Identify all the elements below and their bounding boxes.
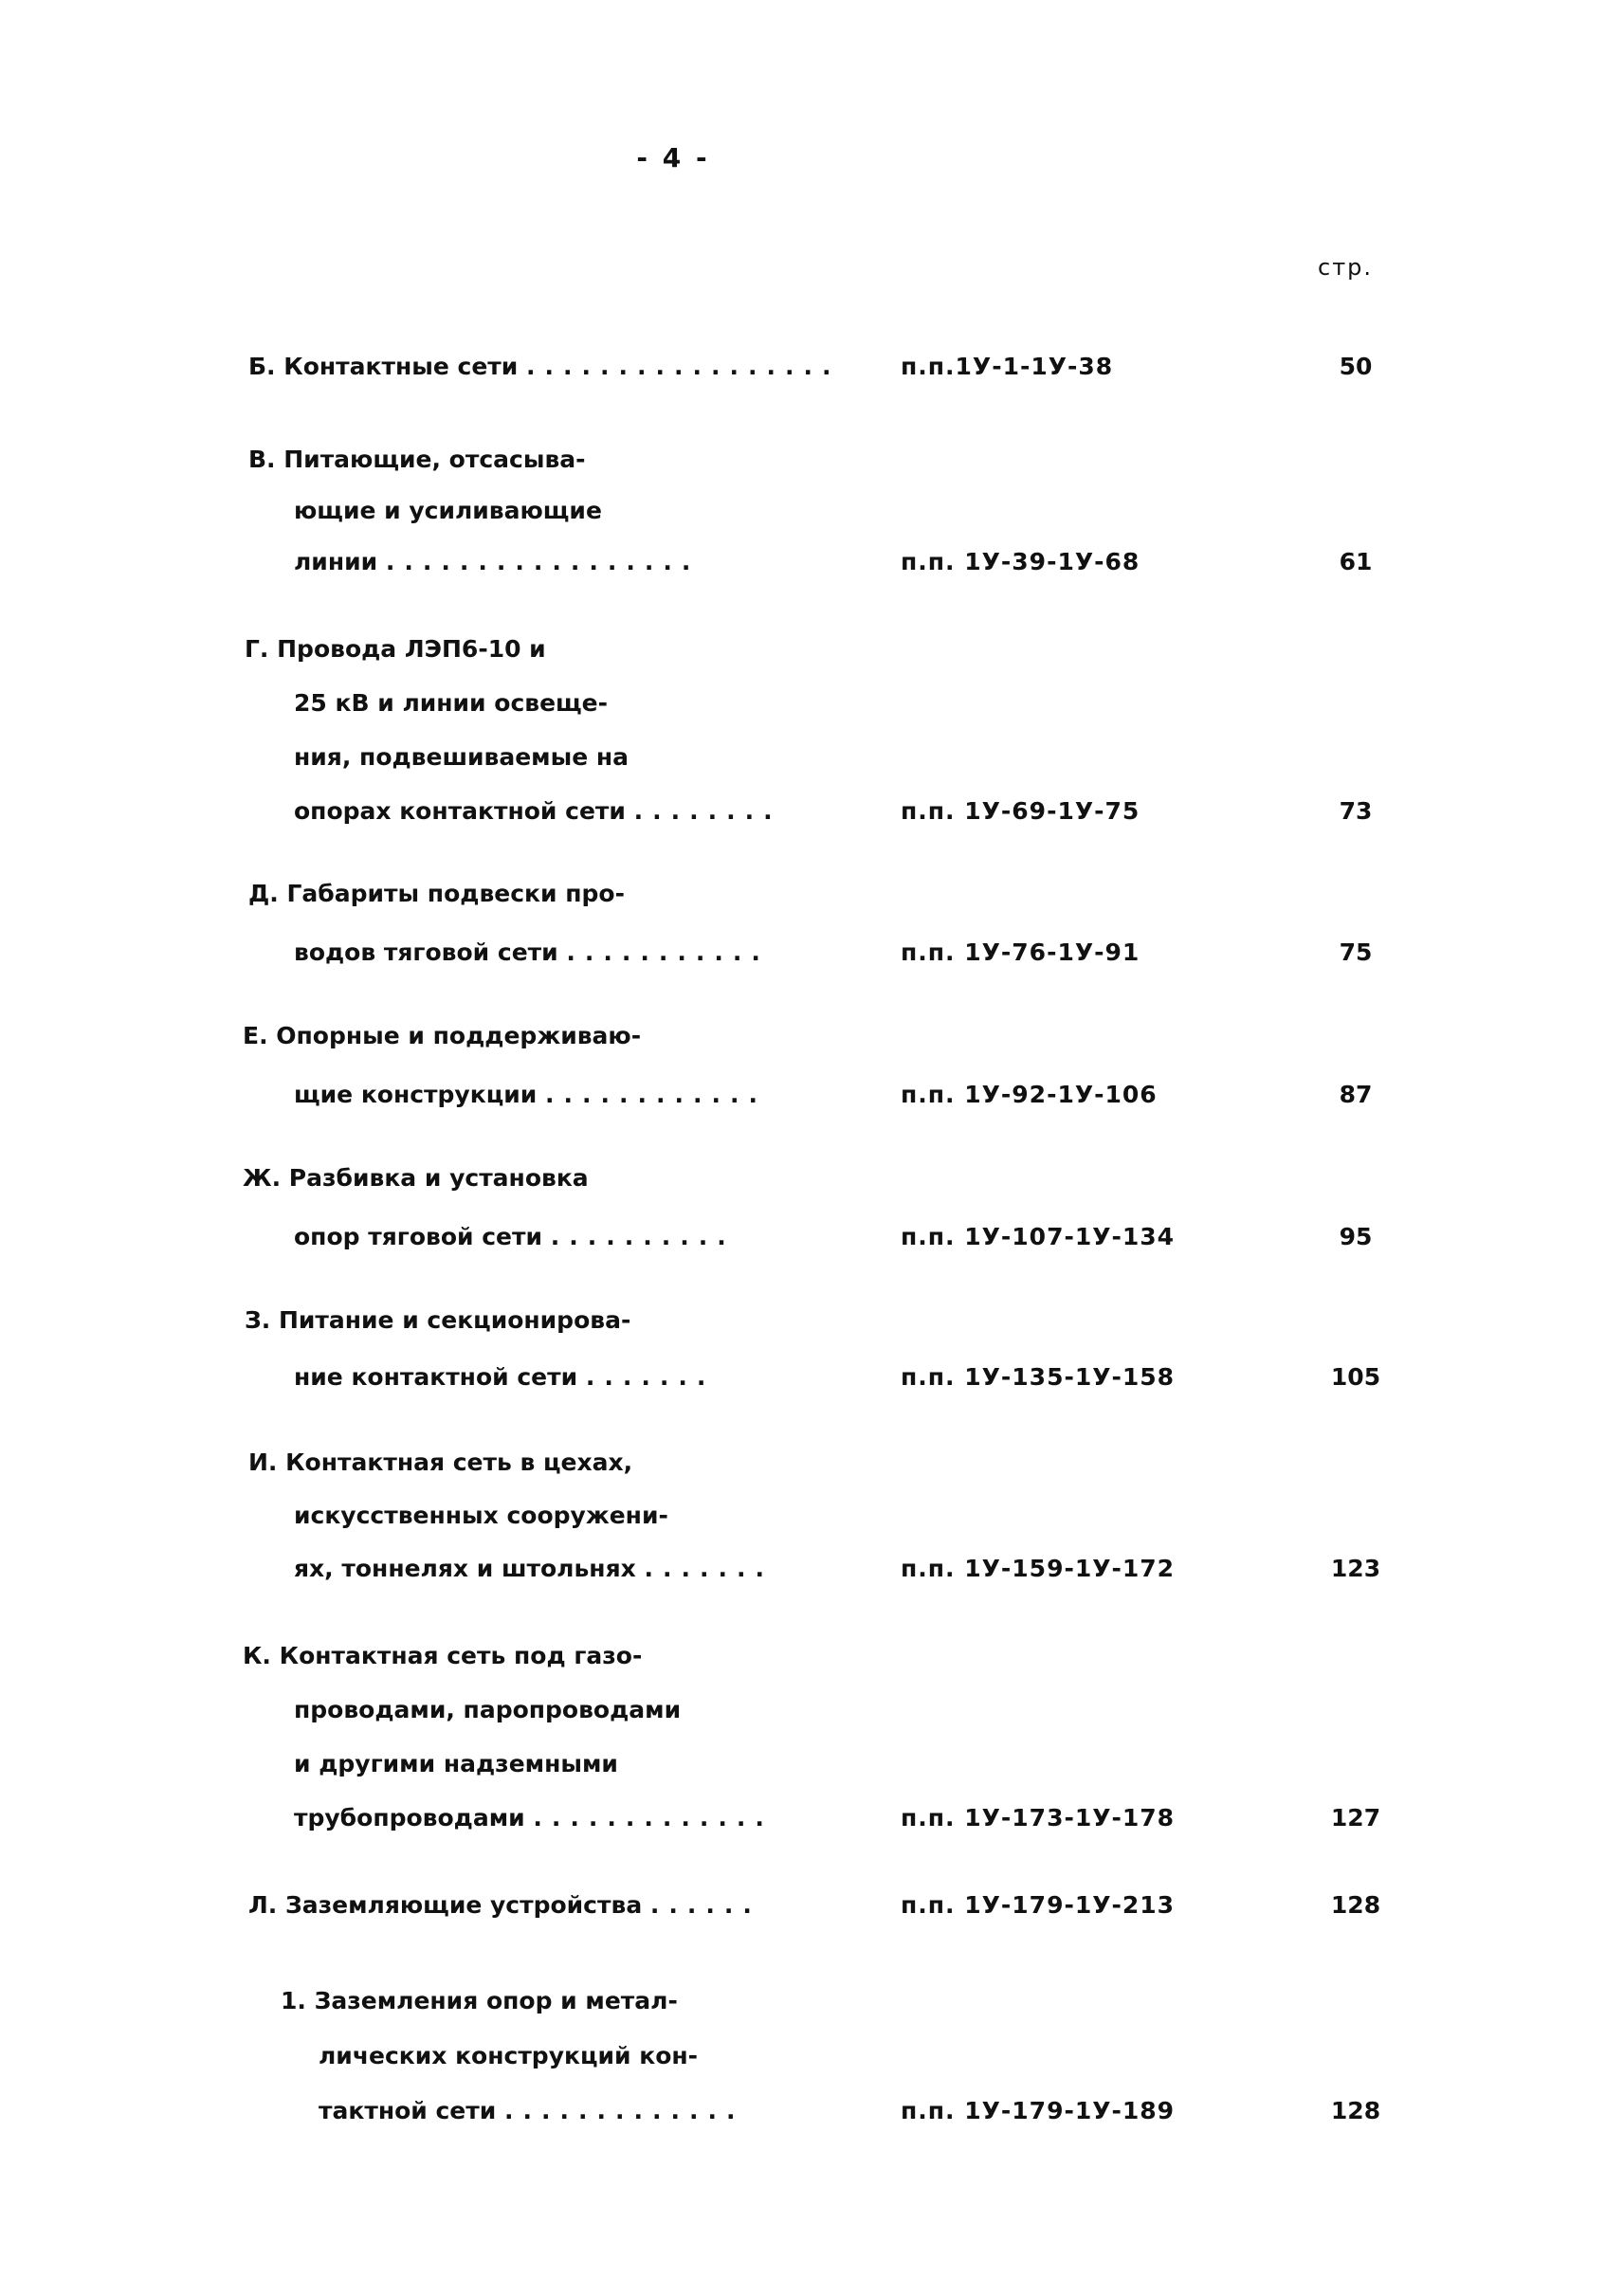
toc-entry-page: 95 <box>1339 1223 1373 1250</box>
leader-dots: ................. <box>385 548 701 575</box>
toc-entry-ref: п.п. 1У-39-1У-68 <box>901 548 1140 575</box>
toc-entry-title: 1. Заземления опор и метал- <box>281 1987 678 2014</box>
toc-entry-title-cont: 25 кВ и линии освеще- <box>294 689 609 717</box>
toc-entry-page: 61 <box>1339 548 1373 575</box>
toc-entry-title-cont: опор тяговой сети <box>294 1223 542 1250</box>
toc-entry-ref: п.п. 1У-92-1У-106 <box>901 1081 1158 1108</box>
toc-entry-title-cont: щие конструкции <box>294 1081 538 1108</box>
toc-entry-title-cont: и другими надземными <box>294 1750 618 1777</box>
toc-entry-title: З. Питание и секционирова- <box>245 1306 631 1334</box>
toc-entry-title: Д. Габариты подвески про- <box>248 880 625 907</box>
leader-dots: ...... <box>649 1891 761 1919</box>
toc-entry-title-cont: линии <box>294 548 378 575</box>
toc-entry-title: Е. Опорные и поддерживаю- <box>243 1022 642 1049</box>
leader-dots: ................. <box>526 353 841 380</box>
toc-entry-page: 50 <box>1339 353 1373 380</box>
toc-entry-title: Л. Заземляющие устройства <box>248 1891 643 1919</box>
toc-entry-ref: п.п. 1У-173-1У-178 <box>901 1804 1176 1831</box>
toc-entry-title: Б. Контактные сети <box>248 353 519 380</box>
toc-entry-ref: п.п. 1У-135-1У-158 <box>901 1363 1176 1391</box>
toc-entry-page: 87 <box>1339 1081 1373 1108</box>
toc-entry-title: Г. Провода ЛЭП6-10 и <box>245 635 546 663</box>
toc-entry-page: 123 <box>1330 1555 1381 1582</box>
toc-entry-title: В. Питающие, отсасыва- <box>248 446 586 473</box>
toc-entry-title: Ж. Разбивка и установка <box>243 1164 589 1192</box>
leader-dots: ....... <box>644 1555 774 1582</box>
leader-dots: ........ <box>633 797 782 825</box>
page-number: - 4 - <box>636 142 710 173</box>
toc-entry-ref: п.п.1У-1-1У-38 <box>901 353 1114 380</box>
toc-entry-title-cont: ние контактной сети <box>294 1363 578 1391</box>
toc-entry-ref: п.п. 1У-179-1У-189 <box>901 2097 1176 2124</box>
toc-entry-title-cont: трубопроводами <box>294 1804 525 1831</box>
toc-entry-title-cont: ях, тоннелях и штольнях <box>294 1555 636 1582</box>
leader-dots: ............ <box>544 1081 767 1108</box>
toc-entry-page: 105 <box>1330 1363 1381 1391</box>
toc-entry-title-cont: опорах контактной сети <box>294 797 626 825</box>
toc-entry-title: И. Контактная сеть в цехах, <box>248 1449 633 1476</box>
toc-entry-page: 73 <box>1339 797 1373 825</box>
toc-entry-page: 128 <box>1330 1891 1381 1919</box>
toc-entry-title: К. Контактная сеть под газо- <box>243 1642 643 1669</box>
toc-entry-page: 75 <box>1339 938 1373 966</box>
toc-entry-ref: п.п. 1У-69-1У-75 <box>901 797 1140 825</box>
toc-entry-ref: п.п. 1У-76-1У-91 <box>901 938 1140 966</box>
page-column-header: стр. <box>1318 254 1374 281</box>
toc-entry-ref: п.п. 1У-107-1У-134 <box>901 1223 1176 1250</box>
toc-entry-title-cont: проводами, паропроводами <box>294 1696 682 1723</box>
toc-entry-ref: п.п. 1У-159-1У-172 <box>901 1555 1176 1582</box>
leader-dots: .......... <box>550 1223 736 1250</box>
leader-dots: ........... <box>566 938 770 966</box>
leader-dots: ....... <box>585 1363 716 1391</box>
toc-entry-title-cont: ния, подвешиваемые на <box>294 743 630 771</box>
toc-entry-title-cont: искусственных сооружени- <box>294 1502 668 1529</box>
toc-entry-page: 127 <box>1330 1804 1381 1831</box>
toc-entry-page: 128 <box>1330 2097 1381 2124</box>
toc-entry-title-cont: лических конструкций кон- <box>319 2042 699 2069</box>
leader-dots: ............. <box>533 1804 774 1831</box>
toc-entry-title-cont: ющие и усиливающие <box>294 497 602 524</box>
leader-dots: ............. <box>504 2097 745 2124</box>
toc-entry-ref: п.п. 1У-179-1У-213 <box>901 1891 1176 1919</box>
toc-entry-title-cont: тактной сети <box>319 2097 497 2124</box>
toc-entry-title-cont: водов тяговой сети <box>294 938 558 966</box>
